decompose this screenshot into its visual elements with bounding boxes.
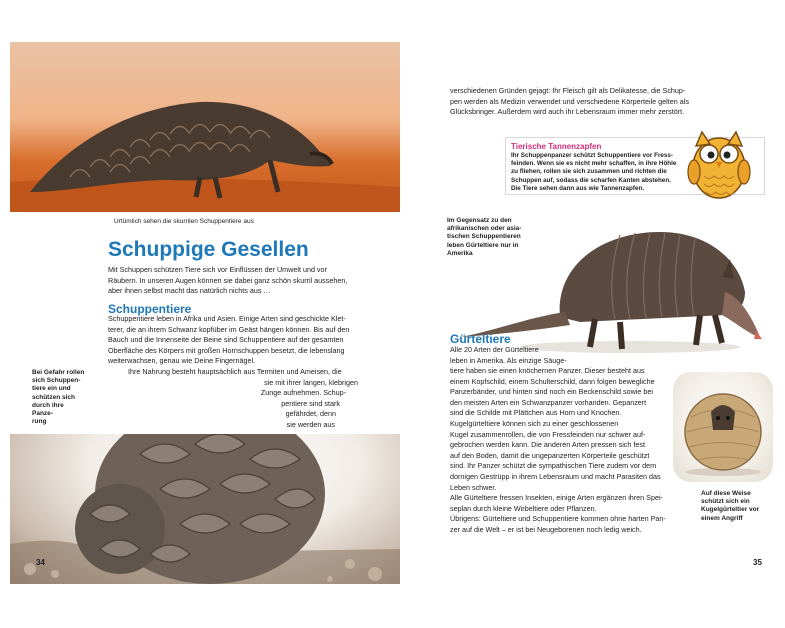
caption-line: sich Schuppen- (32, 377, 81, 385)
body-line: Alle 20 Arten der Gürteltiere (450, 345, 539, 354)
right-page (405, 42, 777, 584)
pangolin-illustration (10, 42, 400, 212)
body-line: terer, die an ihrem Schwanz kopfüber im Geäst hängen können. Bis auf den (108, 324, 350, 334)
rolled-pangolin-caption (32, 369, 102, 426)
schuppentiere-paragraph (108, 314, 398, 367)
left-page (10, 42, 400, 584)
caption-line: Im Gegensatz zu den (447, 217, 512, 224)
info-line: Die Tiere sehen dann aus wie Tannenzapfen. (511, 184, 645, 192)
body-line: gebrochen werden kann. Die anderen Arten pressen sich fest (450, 440, 645, 450)
ball-armadillo-illustration (673, 372, 773, 482)
caption-line: Amerika (447, 249, 473, 257)
caption-line: Panze- (32, 410, 53, 418)
caption-line: leben Gürteltiere nur in (447, 241, 519, 249)
body-line: Alle Gürteltiere fressen Insekten, einige Arten ergänzen ihren Spei- (450, 493, 663, 503)
intro-line: aber ihnen selbst macht das natürlich nichts aus … (108, 286, 271, 296)
info-box (505, 137, 765, 195)
section-title-schuppentiere: Schuppentiere (108, 302, 192, 316)
continued-paragraph (450, 86, 770, 118)
info-box-text (511, 152, 686, 193)
body-line: auf den Boden, damit die ungepanzerten Körperteile geschützt (450, 450, 650, 460)
intro-line: Mit Schuppen schützen Tiere sich vor Einflüssen der Umwelt und vor (108, 265, 327, 274)
caption-line: einem Angriff (701, 514, 743, 522)
caption-line: rung (32, 418, 47, 426)
guerteltiere-intro (450, 345, 630, 366)
body-line: gefährdet, denn (285, 409, 336, 419)
body-line: pen werden als Medizin verwendet und verschiedene Körperteile gelten als (450, 96, 689, 106)
ball-armadillo-caption (701, 490, 781, 523)
rolled-pangolin-illustration (10, 434, 400, 584)
info-box-title: Tierische Tannenzapfen (511, 142, 602, 151)
caption-line: Bei Gefahr rollen (32, 369, 85, 376)
body-line: Bauch und die Innenseite der Beine sind Schuppentiere auf der gesamten (108, 335, 344, 345)
body-line: sind die Schilde mit Plättchen aus Horn und Knochen. (450, 408, 622, 418)
body-line: Panzerbänder, und hinten sind noch ein Beckenschild sowie bei (450, 387, 653, 397)
caption-line: durch ihre (32, 401, 64, 409)
intro-paragraph (108, 265, 398, 297)
body-line: sie mit ihrer langen, klebrigen (264, 377, 358, 387)
body-line: sie werden aus (286, 419, 335, 429)
rolled-pangolin-photo (10, 434, 400, 584)
body-line: Kugelgürteltiere können sich zu einer geschlossenen (450, 418, 619, 428)
body-line: einem Kopfschild, einem Schulterschild, dann folgen bewegliche (450, 376, 655, 386)
caption-line: schützt sich ein (701, 498, 750, 506)
body-line: tiere haben sie einen knöchernen Panzer. Dieser besteht aus (450, 366, 645, 375)
page-number-left: 34 (36, 558, 45, 567)
caption-line: Auf diese Weise (701, 490, 751, 497)
wrapped-paragraph (128, 367, 398, 431)
info-line: Schuppen auf, sodass die scharfen Kanten abstehen. (511, 176, 671, 184)
body-line: Zunge aufnehmen. Schup- (260, 388, 346, 398)
section-title-guerteltiere: Gürteltiere (450, 332, 511, 346)
intro-line: Räubern. In unseren Augen können sie dabei ganz schön skurril aussehen, (108, 275, 348, 285)
body-line: leben in Amerika. Als einzige Säuge- (450, 355, 567, 365)
caption-line: tiere ein und (32, 385, 71, 393)
info-line: feinden. Wenn sie es nicht mehr schaffen, in ihre Höhle (511, 160, 677, 168)
owl-mascot-icon (684, 124, 754, 202)
body-line: Übrigens: Gürteltiere und Schuppentiere kommen ohne harten Pan- (450, 514, 666, 524)
info-line: Ihr Schuppenpanzer schützt Schuppentiere vor Fress- (511, 152, 674, 159)
body-line: Oberfläche des Körpers mit großen Hornschuppen besetzt, die lebenslang (108, 345, 345, 355)
body-line: Kugel zusammenrollen, die von Fressfeinden nur schwer auf- (450, 429, 646, 439)
body-line: seplan durch kleine Wirbeltiere oder Pflanzen. (450, 503, 597, 513)
body-line: dornigen Gestrüpp in ihrem Lebensraum und macht Parasiten das (450, 471, 661, 481)
page-number-right: 35 (753, 558, 762, 567)
body-line: zer auf die Welt – er ist bei Neugeborenen noch ledig weich. (450, 524, 642, 534)
body-line: verschiedenen Gründen gejagt: Ihr Fleisch gilt als Delikatesse, die Schup- (450, 86, 686, 95)
body-line: weiterwachsen, genau wie Deine Fingernägel. (108, 356, 256, 366)
ball-armadillo-photo (673, 372, 773, 482)
pangolin-desert-photo (10, 42, 400, 212)
body-line: Glücksbringer. Außerdem wird auch ihr Lebensraum immer mehr zerstört. (450, 107, 685, 117)
info-line: zu fliehen, rollen sie sich zusammen und richten die (511, 168, 667, 176)
body-line: Ihre Nahrung besteht hauptsächlich aus Termiten und Ameisen, die (128, 367, 342, 376)
body-line: Leben schwer. (450, 482, 497, 492)
pangolin-photo-caption: Urtümlich sehen die skurrilen Schuppentiere aus (114, 218, 254, 225)
body-line: pentiere sind stark (281, 398, 340, 408)
caption-line: tischen Schuppentieren (447, 233, 521, 241)
body-line: Schuppentiere leben in Afrika und Asien. Einige Arten sind geschickte Klet- (108, 314, 346, 323)
caption-line: Kugelgürteltier vor (701, 506, 760, 514)
caption-line: schützen sich (32, 393, 75, 401)
body-line: den meisten Arten ein Schwanzpanzer vorhanden. Gepanzert (450, 397, 647, 407)
body-line: sind. Ihr Panzer schützt die sympathischen Tiere zudem vor dem (450, 461, 657, 471)
caption-line: afrikanischen oder asia- (447, 225, 522, 233)
page-title: Schuppige Gesellen (108, 238, 309, 261)
